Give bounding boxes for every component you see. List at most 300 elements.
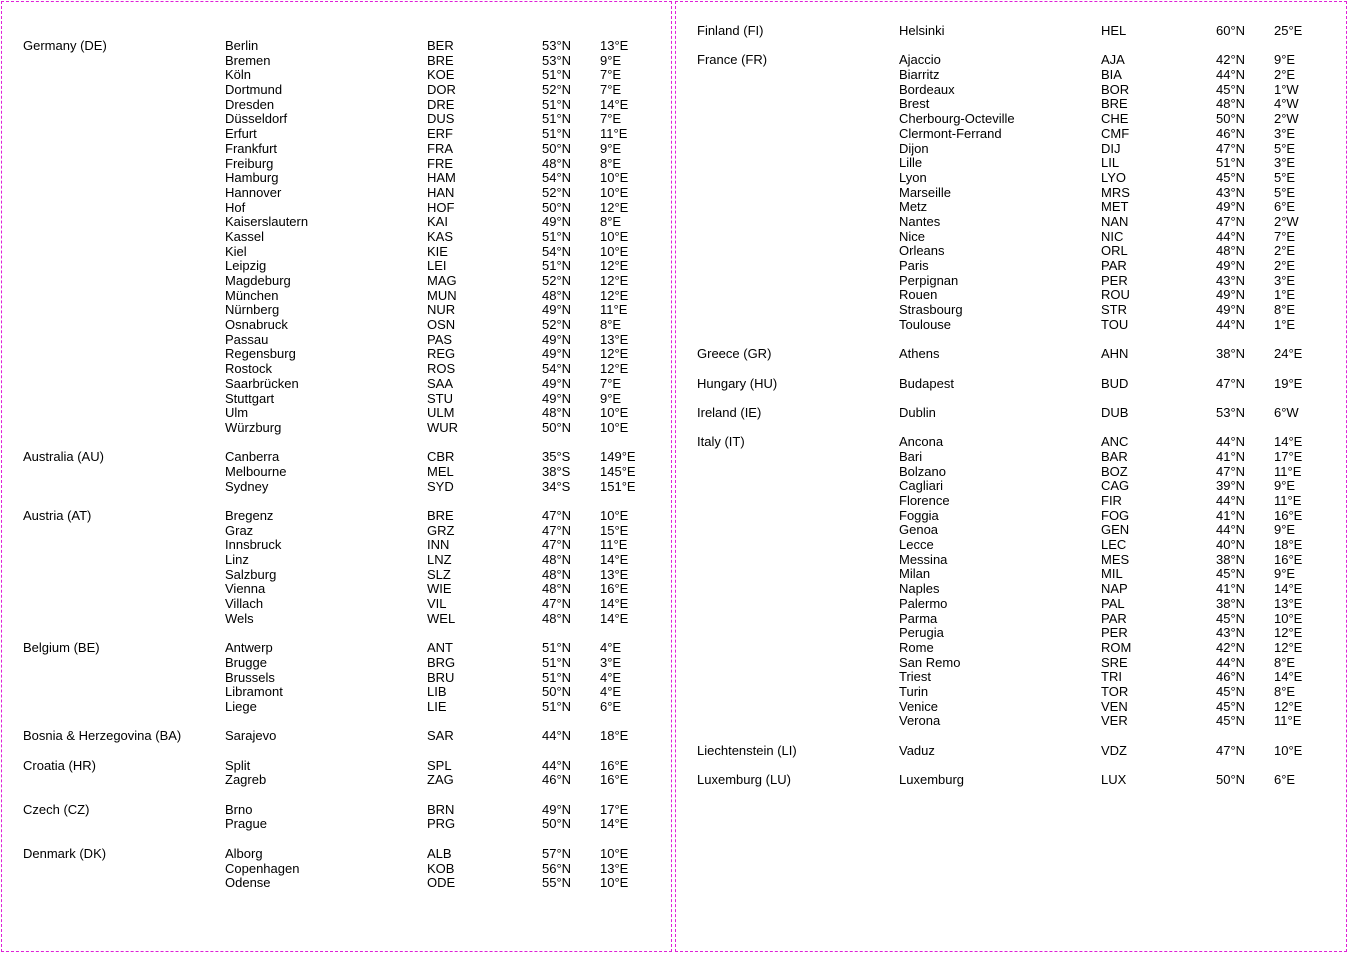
city-code: PER bbox=[1101, 625, 1128, 641]
table-row bbox=[2, 215, 671, 230]
city-name: Düsseldorf bbox=[225, 111, 288, 127]
table-row bbox=[2, 582, 671, 597]
city-code: DOR bbox=[427, 82, 456, 98]
longitude: 7°E bbox=[600, 82, 622, 98]
table-row bbox=[2, 509, 671, 524]
city-name: Liege bbox=[225, 698, 257, 714]
latitude: 43°N bbox=[1216, 625, 1246, 641]
city-code: REG bbox=[427, 346, 456, 362]
latitude: 46°N bbox=[1216, 669, 1246, 685]
city-name: Sydney bbox=[225, 478, 269, 494]
longitude: 6°W bbox=[1274, 404, 1299, 420]
city-code: PAR bbox=[1101, 258, 1127, 273]
country-name: Luxemburg (LU) bbox=[697, 772, 791, 788]
city-code: ERF bbox=[427, 126, 453, 142]
city-name: Turin bbox=[899, 683, 929, 699]
latitude: 38°N bbox=[1216, 595, 1246, 611]
longitude: 4°E bbox=[600, 640, 622, 656]
country-group bbox=[2, 39, 671, 436]
city-name: Budapest bbox=[899, 375, 954, 391]
longitude: 16°E bbox=[1274, 551, 1303, 567]
city-code: FRE bbox=[427, 155, 453, 171]
table-row bbox=[676, 685, 1346, 700]
city-code: VER bbox=[1101, 713, 1128, 729]
table-row bbox=[676, 156, 1346, 171]
city-code: SRE bbox=[1101, 654, 1128, 670]
city-code: ODE bbox=[427, 875, 456, 891]
table-row bbox=[2, 553, 671, 568]
city-name: Brno bbox=[225, 801, 253, 817]
longitude: 17°E bbox=[600, 801, 629, 817]
latitude: 50°N bbox=[542, 140, 572, 156]
longitude: 9°E bbox=[600, 390, 622, 406]
longitude: 8°E bbox=[1274, 302, 1296, 318]
latitude: 45°N bbox=[1216, 683, 1246, 699]
city-code: BOZ bbox=[1101, 463, 1128, 479]
latitude: 44°N bbox=[1216, 67, 1246, 83]
table-row bbox=[2, 230, 671, 245]
latitude: 50°N bbox=[542, 684, 572, 700]
city-code: HOF bbox=[427, 199, 455, 215]
city-name: Leipzig bbox=[225, 258, 267, 274]
latitude: 44°N bbox=[1216, 522, 1246, 538]
city-code: NUR bbox=[427, 302, 456, 318]
country-name: Germany (DE) bbox=[23, 38, 107, 53]
longitude: 14°E bbox=[1274, 669, 1303, 685]
table-row bbox=[2, 98, 671, 113]
latitude: 51°N bbox=[542, 111, 572, 127]
city-code: LUX bbox=[1101, 772, 1127, 788]
longitude: 14°E bbox=[1274, 581, 1303, 597]
table-row bbox=[2, 597, 671, 612]
city-code: LIB bbox=[427, 684, 447, 700]
city-code: LEC bbox=[1101, 537, 1127, 553]
table-row bbox=[2, 524, 671, 539]
longitude: 6°E bbox=[600, 698, 622, 714]
latitude: 38°N bbox=[1216, 346, 1246, 362]
city-name: Lyon bbox=[899, 169, 927, 185]
city-name: Split bbox=[225, 757, 251, 773]
table-row bbox=[676, 450, 1346, 465]
city-code: BRE bbox=[427, 52, 454, 68]
table-row bbox=[2, 186, 671, 201]
city-code: ROM bbox=[1101, 639, 1132, 655]
longitude: 19°E bbox=[1274, 375, 1303, 391]
country-name: Italy (IT) bbox=[697, 434, 745, 450]
longitude: 8°E bbox=[600, 317, 622, 333]
table-row bbox=[676, 479, 1346, 494]
latitude: 48°N bbox=[542, 405, 572, 421]
longitude: 11°E bbox=[1274, 493, 1302, 508]
longitude: 12°E bbox=[1274, 625, 1303, 641]
table-row bbox=[676, 274, 1346, 289]
city-name: Nürnberg bbox=[225, 302, 280, 318]
longitude: 13°E bbox=[600, 566, 629, 582]
latitude: 52°N bbox=[542, 317, 572, 333]
country-group bbox=[2, 450, 671, 494]
latitude: 51°N bbox=[542, 126, 572, 142]
city-code: NAP bbox=[1101, 581, 1128, 597]
latitude: 38°S bbox=[542, 463, 571, 479]
city-code: VDZ bbox=[1101, 742, 1127, 758]
city-name: Biarritz bbox=[899, 67, 940, 83]
city-code: BRE bbox=[427, 508, 454, 523]
longitude: 8°E bbox=[600, 155, 622, 171]
longitude: 9°E bbox=[1274, 522, 1296, 538]
longitude: 7°E bbox=[600, 111, 622, 127]
page-right bbox=[675, 1, 1347, 952]
city-name: Villach bbox=[225, 596, 264, 612]
longitude: 12°E bbox=[1274, 698, 1303, 714]
longitude: 3°E bbox=[600, 654, 622, 670]
city-code: BIA bbox=[1101, 67, 1122, 83]
city-code: VEN bbox=[1101, 698, 1128, 714]
city-name: Triest bbox=[899, 669, 932, 685]
city-code: ALB bbox=[427, 845, 452, 861]
city-name: Cherbourg-Octeville bbox=[899, 111, 1015, 127]
table-row bbox=[2, 245, 671, 260]
table-row bbox=[676, 465, 1346, 480]
latitude: 44°N bbox=[542, 757, 572, 773]
city-code: MIL bbox=[1101, 566, 1123, 582]
longitude: 9°E bbox=[600, 52, 622, 68]
city-name: Kassel bbox=[225, 228, 265, 244]
table-row bbox=[676, 612, 1346, 627]
latitude: 51°N bbox=[542, 654, 572, 670]
city-name: Passau bbox=[225, 331, 269, 347]
table-row bbox=[2, 862, 671, 877]
table-row bbox=[676, 83, 1346, 98]
city-name: Perugia bbox=[899, 625, 944, 641]
city-code: ROS bbox=[427, 361, 456, 377]
city-name: Kaiserslautern bbox=[225, 214, 309, 230]
longitude: 10°E bbox=[600, 875, 629, 891]
city-code: HAN bbox=[427, 184, 455, 200]
latitude: 49°N bbox=[542, 346, 572, 362]
latitude: 49°N bbox=[1216, 199, 1246, 215]
longitude: 12°E bbox=[600, 346, 629, 362]
table-row bbox=[676, 244, 1346, 259]
longitude: 11°E bbox=[600, 126, 628, 142]
latitude: 49°N bbox=[542, 390, 572, 406]
city-name: Alborg bbox=[225, 845, 263, 861]
city-name: Brussels bbox=[225, 669, 275, 685]
longitude: 15°E bbox=[600, 522, 629, 538]
city-code: ULM bbox=[427, 405, 455, 421]
longitude: 12°E bbox=[600, 199, 629, 215]
city-code: ROU bbox=[1101, 287, 1130, 303]
city-code: FIR bbox=[1101, 493, 1122, 508]
city-name: Libramont bbox=[225, 684, 283, 700]
city-name: Rouen bbox=[899, 287, 938, 303]
table-row bbox=[676, 700, 1346, 715]
longitude: 10°E bbox=[600, 845, 629, 861]
country-group bbox=[676, 744, 1346, 759]
city-code: PAS bbox=[427, 331, 453, 347]
city-name: Nice bbox=[899, 228, 926, 244]
longitude: 8°E bbox=[1274, 683, 1296, 699]
city-code: SPL bbox=[427, 757, 452, 773]
city-name: Lille bbox=[899, 155, 923, 171]
city-name: Frankfurt bbox=[225, 140, 278, 156]
longitude: 10°E bbox=[600, 243, 629, 259]
city-name: Florence bbox=[899, 493, 950, 508]
city-name: Dortmund bbox=[225, 82, 283, 98]
city-name: Dijon bbox=[899, 140, 929, 156]
city-name: Toulouse bbox=[899, 316, 952, 332]
latitude: 47°N bbox=[1216, 375, 1246, 391]
page-left bbox=[1, 1, 672, 952]
latitude: 41°N bbox=[1216, 507, 1246, 523]
table-row bbox=[676, 494, 1346, 509]
longitude: 14°E bbox=[600, 96, 629, 112]
city-name: Venice bbox=[899, 698, 939, 714]
latitude: 49°N bbox=[542, 331, 572, 347]
country-name: Denmark (DK) bbox=[23, 845, 107, 861]
table-row bbox=[2, 259, 671, 274]
longitude: 4°E bbox=[600, 684, 622, 700]
latitude: 51°N bbox=[542, 258, 572, 274]
city-code: TRI bbox=[1101, 669, 1122, 685]
longitude: 11°E bbox=[1274, 713, 1302, 729]
city-code: HAM bbox=[427, 170, 456, 186]
latitude: 50°N bbox=[542, 419, 572, 435]
city-code: LIL bbox=[1101, 155, 1120, 171]
latitude: 56°N bbox=[542, 860, 572, 876]
latitude: 51°N bbox=[542, 67, 572, 83]
latitude: 47°N bbox=[1216, 463, 1246, 479]
table-row bbox=[2, 876, 671, 891]
latitude: 53°N bbox=[1216, 404, 1246, 420]
city-name: Hannover bbox=[225, 184, 282, 200]
city-code: NIC bbox=[1101, 228, 1124, 244]
table-row bbox=[2, 656, 671, 671]
city-code: BER bbox=[427, 38, 454, 53]
city-name: Saarbrücken bbox=[225, 375, 299, 391]
latitude: 45°N bbox=[1216, 169, 1246, 185]
longitude: 3°E bbox=[1274, 272, 1296, 288]
city-code: MAG bbox=[427, 273, 457, 288]
table-row bbox=[676, 538, 1346, 553]
city-code: CAG bbox=[1101, 478, 1130, 494]
longitude: 2°W bbox=[1274, 213, 1299, 229]
longitude: 1°E bbox=[1274, 316, 1296, 332]
city-code: KIE bbox=[427, 243, 448, 259]
city-name: Foggia bbox=[899, 507, 939, 523]
city-name: Hamburg bbox=[225, 170, 279, 186]
latitude: 47°N bbox=[542, 537, 572, 553]
latitude: 42°N bbox=[1216, 52, 1246, 68]
country-group bbox=[676, 435, 1346, 729]
city-name: Prague bbox=[225, 816, 267, 832]
city-name: Parma bbox=[899, 610, 938, 626]
city-name: Würzburg bbox=[225, 419, 282, 435]
latitude: 45°N bbox=[1216, 698, 1246, 714]
longitude: 8°E bbox=[600, 214, 622, 230]
city-code: WEL bbox=[427, 610, 456, 626]
latitude: 44°N bbox=[1216, 434, 1246, 450]
country-name: France (FR) bbox=[697, 52, 768, 68]
table-row bbox=[2, 377, 671, 392]
latitude: 44°N bbox=[542, 728, 572, 744]
table-row bbox=[676, 215, 1346, 230]
city-name: Genoa bbox=[899, 522, 939, 538]
latitude: 35°S bbox=[542, 449, 571, 465]
country-group bbox=[676, 53, 1346, 332]
table-row bbox=[2, 641, 671, 656]
table-row bbox=[676, 142, 1346, 157]
latitude: 52°N bbox=[542, 184, 572, 200]
country-name: Ireland (IE) bbox=[697, 404, 762, 420]
city-name: Perpignan bbox=[899, 272, 959, 288]
longitude: 10°E bbox=[1274, 610, 1303, 626]
city-name: Wels bbox=[225, 610, 254, 626]
table-row bbox=[2, 157, 671, 172]
longitude: 2°W bbox=[1274, 111, 1299, 127]
city-code: SAR bbox=[427, 728, 454, 744]
country-name: Australia (AU) bbox=[23, 449, 104, 465]
latitude: 54°N bbox=[542, 361, 572, 377]
table-row bbox=[2, 773, 671, 788]
city-code: LEI bbox=[427, 258, 447, 274]
city-code: VIL bbox=[427, 596, 447, 612]
country-group bbox=[676, 773, 1346, 788]
city-code: LIE bbox=[427, 698, 447, 714]
latitude: 49°N bbox=[1216, 287, 1246, 303]
latitude: 47°N bbox=[542, 508, 572, 523]
latitude: 53°N bbox=[542, 38, 572, 53]
table-row bbox=[676, 597, 1346, 612]
country-group bbox=[676, 24, 1346, 39]
city-code: FOG bbox=[1101, 507, 1130, 523]
longitude: 2°E bbox=[1274, 243, 1296, 259]
city-name: Kiel bbox=[225, 243, 247, 259]
longitude: 17°E bbox=[1274, 448, 1303, 464]
city-name: Clermont-Ferrand bbox=[899, 125, 1002, 141]
longitude: 5°E bbox=[1274, 169, 1296, 185]
table-row bbox=[676, 406, 1346, 421]
latitude: 48°N bbox=[542, 581, 572, 597]
city-name: Vaduz bbox=[899, 742, 935, 758]
country-group bbox=[2, 729, 671, 744]
latitude: 47°N bbox=[1216, 140, 1246, 156]
table-row bbox=[2, 392, 671, 407]
longitude: 149°E bbox=[600, 449, 636, 465]
latitude: 38°N bbox=[1216, 551, 1246, 567]
city-name: Graz bbox=[225, 522, 254, 538]
table-row bbox=[676, 641, 1346, 656]
city-name: Paris bbox=[899, 258, 929, 273]
table-row bbox=[676, 259, 1346, 274]
longitude: 12°E bbox=[600, 361, 629, 377]
latitude: 48°N bbox=[1216, 96, 1246, 112]
city-name: Ancona bbox=[899, 434, 944, 450]
longitude: 14°E bbox=[600, 816, 629, 832]
latitude: 51°N bbox=[542, 669, 572, 685]
latitude: 48°N bbox=[542, 566, 572, 582]
country-name: Bosnia & Herzegovina (BA) bbox=[23, 728, 182, 744]
table-row bbox=[676, 626, 1346, 641]
city-code: MET bbox=[1101, 199, 1129, 215]
table-row bbox=[2, 201, 671, 216]
table-row bbox=[2, 612, 671, 627]
longitude: 11°E bbox=[600, 302, 628, 318]
longitude: 13°E bbox=[600, 38, 629, 53]
longitude: 10°E bbox=[600, 184, 629, 200]
latitude: 50°N bbox=[542, 816, 572, 832]
longitude: 145°E bbox=[600, 463, 636, 479]
longitude: 2°E bbox=[1274, 67, 1296, 83]
city-name: Freiburg bbox=[225, 155, 274, 171]
city-name: Ulm bbox=[225, 405, 249, 421]
longitude: 9°E bbox=[600, 140, 622, 156]
city-name: Bregenz bbox=[225, 508, 274, 523]
country-group bbox=[2, 847, 671, 891]
country-group bbox=[2, 759, 671, 788]
longitude: 12°E bbox=[1274, 639, 1303, 655]
latitude: 45°N bbox=[1216, 713, 1246, 729]
city-name: Bremen bbox=[225, 52, 271, 68]
city-name: Messina bbox=[899, 551, 948, 567]
table-row bbox=[676, 582, 1346, 597]
city-code: BRE bbox=[1101, 96, 1128, 112]
city-name: Copenhagen bbox=[225, 860, 300, 876]
city-name: Metz bbox=[899, 199, 928, 215]
table-row bbox=[676, 127, 1346, 142]
table-row bbox=[676, 347, 1346, 362]
city-name: Brest bbox=[899, 96, 930, 112]
city-code: MEL bbox=[427, 463, 454, 479]
longitude: 12°E bbox=[600, 273, 629, 288]
country-group bbox=[2, 641, 671, 714]
city-code: LYO bbox=[1101, 169, 1127, 185]
latitude: 45°N bbox=[1216, 81, 1246, 97]
longitude: 16°E bbox=[600, 757, 629, 773]
city-name: Helsinki bbox=[899, 23, 945, 38]
city-code: STR bbox=[1101, 302, 1127, 318]
latitude: 39°N bbox=[1216, 478, 1246, 494]
city-code: DRE bbox=[427, 96, 455, 112]
country-group bbox=[676, 347, 1346, 362]
table-row bbox=[2, 759, 671, 774]
city-code: BRN bbox=[427, 801, 455, 817]
city-name: Salzburg bbox=[225, 566, 277, 582]
city-name: Ajaccio bbox=[899, 52, 941, 68]
latitude: 49°N bbox=[542, 214, 572, 230]
table-row bbox=[2, 112, 671, 127]
longitude: 11°E bbox=[600, 537, 628, 553]
longitude: 4°E bbox=[600, 669, 622, 685]
latitude: 47°N bbox=[1216, 742, 1246, 758]
table-row bbox=[2, 303, 671, 318]
table-row bbox=[2, 729, 671, 744]
table-row bbox=[676, 200, 1346, 215]
city-name: Cagliari bbox=[899, 478, 944, 494]
table-row bbox=[2, 127, 671, 142]
country-group bbox=[676, 406, 1346, 421]
city-code: KOE bbox=[427, 67, 455, 83]
latitude: 55°N bbox=[542, 875, 572, 891]
city-code: CMF bbox=[1101, 125, 1130, 141]
latitude: 43°N bbox=[1216, 184, 1246, 200]
city-name: Magdeburg bbox=[225, 273, 291, 288]
longitude: 16°E bbox=[1274, 507, 1303, 523]
latitude: 57°N bbox=[542, 845, 572, 861]
longitude: 24°E bbox=[1274, 346, 1303, 362]
longitude: 1°E bbox=[1274, 287, 1296, 303]
table-row bbox=[676, 656, 1346, 671]
city-code: PAR bbox=[1101, 610, 1127, 626]
